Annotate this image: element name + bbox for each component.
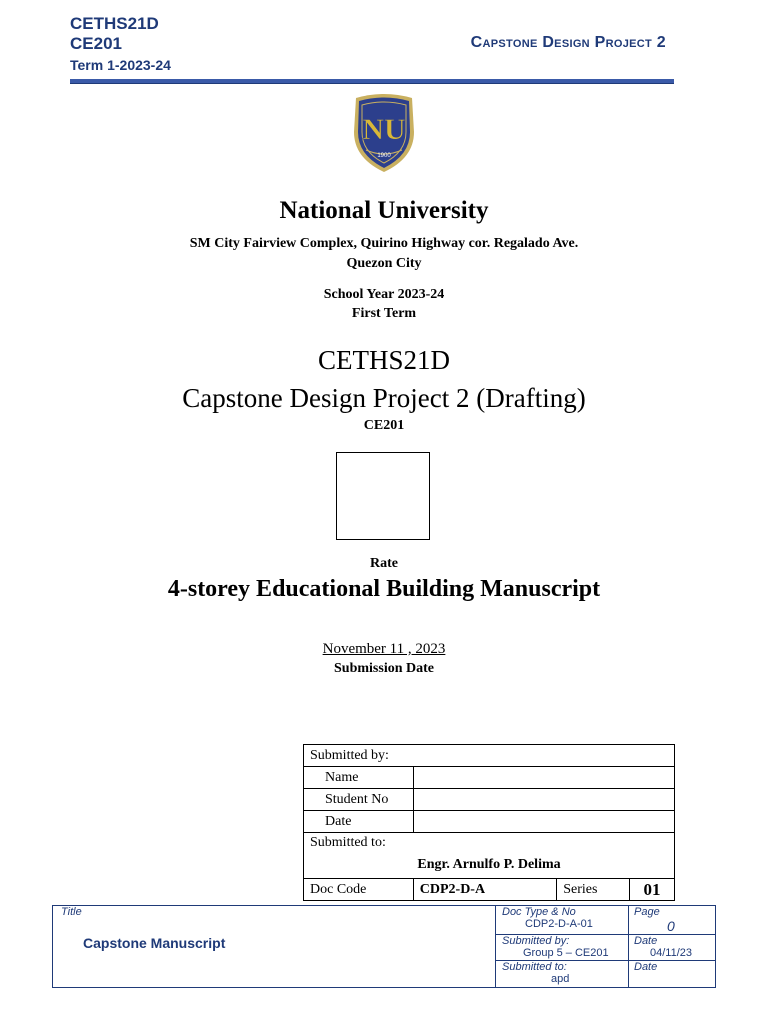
doc-code-value: CDP2-D-A — [413, 879, 556, 901]
series-value: 01 — [630, 879, 675, 901]
header-left — [70, 14, 171, 76]
submitted-to-label: Submitted to: — [310, 835, 386, 850]
submission-date-value: November 11 , 2023 — [322, 641, 446, 657]
header-divider — [70, 79, 674, 84]
seal-letters: NU — [362, 113, 406, 146]
submission-date-label: Submission Date — [334, 661, 434, 676]
footer-date-value: 04/11/23 — [650, 947, 693, 959]
footer-page-value: 0 — [667, 918, 675, 934]
course-number: CE201 — [363, 418, 405, 433]
date-label: Date — [304, 811, 414, 833]
footer-submitted-by-value: Group 5 – CE201 — [523, 947, 609, 959]
student-no-label: Student No — [304, 789, 414, 811]
footer-doc-type-value: CDP2-D-A-01 — [525, 918, 593, 930]
submitted-by-label: Submitted by: — [304, 745, 675, 767]
footer-submitted-to-label: Submitted to: — [502, 961, 567, 973]
table-row — [304, 833, 675, 879]
manuscript-title: 4-storey Educational Building Manuscript — [167, 576, 601, 602]
instructor-name: Engr. Arnulfo P. Delima — [417, 857, 561, 872]
school-year: School Year 2023-24 — [323, 287, 445, 302]
header-project-title: Capstone Design Project 2 — [470, 34, 666, 51]
footer-date2-label: Date — [634, 961, 658, 973]
footer-title-value: Capstone Manuscript — [83, 935, 226, 951]
name-label: Name — [304, 767, 414, 789]
address-line-1: SM City Fairview Complex, Quirino Highway cor. Regalado Ave. — [189, 236, 579, 251]
course-title: Capstone Design Project 2 (Drafting) — [182, 383, 586, 413]
address-line-2: Quezon City — [346, 256, 422, 271]
footer-doc-type-label: Doc Type & No — [502, 906, 576, 918]
course-code-title: CETHS21D — [317, 345, 450, 375]
submission-table — [303, 744, 675, 901]
table-row — [304, 767, 675, 789]
table-row — [304, 745, 675, 767]
header-course-no: CE201 — [70, 34, 122, 53]
footer-title-block — [52, 905, 716, 988]
footer-submitted-to-value: apd — [551, 973, 570, 985]
footer-page-label: Page — [634, 906, 660, 918]
table-row — [304, 789, 675, 811]
university-name: National University — [279, 197, 489, 224]
footer-title-label: Title — [61, 906, 82, 918]
date-field[interactable] — [413, 811, 674, 833]
footer-divider — [628, 906, 629, 987]
footer-divider — [495, 906, 496, 987]
student-no-field[interactable] — [413, 789, 674, 811]
name-field[interactable] — [413, 767, 674, 789]
term: First Term — [351, 306, 417, 321]
university-seal-icon — [348, 92, 420, 174]
footer-date-label: Date — [634, 935, 658, 947]
doc-code-label: Doc Code — [304, 879, 414, 901]
header-term: Term 1-2023-24 — [70, 57, 171, 73]
series-label: Series — [557, 879, 630, 901]
header-course-code: CETHS21D — [70, 14, 159, 33]
rate-box — [336, 452, 430, 540]
seal-year: 1900 — [377, 153, 391, 159]
submitted-to-cell — [304, 833, 675, 879]
rate-label: Rate — [370, 556, 398, 571]
table-row — [304, 879, 675, 901]
footer-submitted-by-label: Submitted by: — [502, 935, 570, 947]
table-row — [304, 811, 675, 833]
